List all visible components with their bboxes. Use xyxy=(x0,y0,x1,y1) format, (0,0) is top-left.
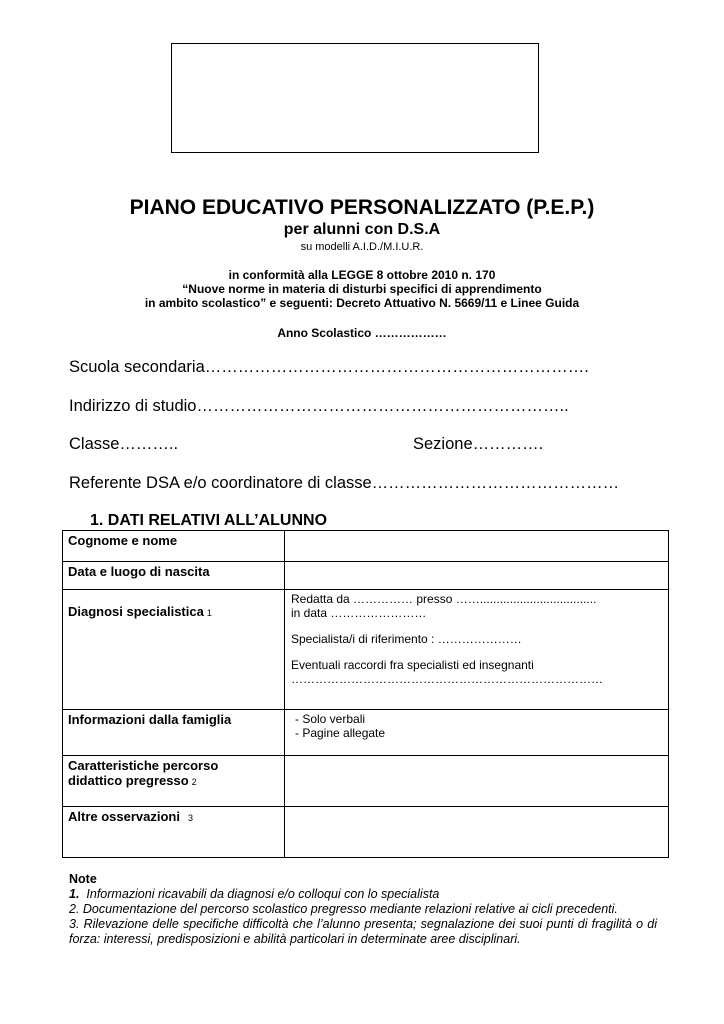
row-value-famiglia xyxy=(285,710,669,756)
table-row xyxy=(63,531,669,562)
percorso-label-line-1: Caratteristiche percorso xyxy=(68,758,219,773)
table-row xyxy=(63,710,669,756)
note-1-number: 1. xyxy=(69,887,80,901)
legal-reference-line-2: “Nuove norme in materia di disturbi specifici di apprendimento xyxy=(182,282,542,296)
field-classe: Classe……….. xyxy=(69,435,179,453)
row-label-famiglia: Informazioni dalla famiglia xyxy=(63,710,285,756)
section-title-dati-alunno: 1. DATI RELATIVI ALL’ALUNNO xyxy=(90,512,328,529)
table-row xyxy=(63,756,669,807)
document-subtitle: per alunni con D.S.A xyxy=(283,221,441,238)
famiglia-option-allegate: - Pagine allegate xyxy=(295,726,386,740)
diagnosi-raccordi-dots: …………………………………………………………………… xyxy=(291,672,603,686)
row-value-data-nascita[interactable] xyxy=(285,562,669,590)
row-value-osservazioni[interactable] xyxy=(285,807,669,858)
logo-placeholder-box xyxy=(171,43,539,153)
diagnosi-raccordi: Eventuali raccordi fra specialisti ed insegnanti xyxy=(291,658,534,672)
legal-reference-line-1: in conformità alla LEGGE 8 ottobre 2010 n. 170 xyxy=(228,268,496,282)
table-row xyxy=(63,807,669,858)
row-label-data-nascita: Data e luogo di nascita xyxy=(63,562,285,590)
notes-title: Note xyxy=(69,872,97,886)
row-label-osservazioni xyxy=(63,807,285,858)
famiglia-option-verbali: - Solo verbali xyxy=(295,712,366,726)
footnote-ref-3: 3 xyxy=(188,813,194,823)
note-1 xyxy=(69,887,657,902)
diagnosi-specialista: Specialista/i di riferimento : ………………… xyxy=(291,632,522,646)
row-label-percorso xyxy=(63,756,285,807)
field-scuola: Scuola secondaria……………………………………………………………. xyxy=(69,358,589,376)
row-value-percorso[interactable] xyxy=(285,756,669,807)
field-referente: Referente DSA e/o coordinatore di classe……………………………………… xyxy=(69,474,620,492)
student-data-table xyxy=(62,530,669,858)
footnote-ref-2: 2 xyxy=(191,777,197,787)
osservazioni-label: Altre osservazioni xyxy=(68,809,180,824)
row-label-cognome: Cognome e nome xyxy=(63,531,285,562)
field-indirizzo: Indirizzo di studio………………………………………………………….. xyxy=(69,397,569,415)
note-2: 2. Documentazione del percorso scolastico pregresso mediante relazioni relative ai cicli precedenti. xyxy=(69,902,618,916)
diagnosi-label: Diagnosi specialistica xyxy=(68,604,204,619)
percorso-label-line-2: didattico pregresso xyxy=(68,773,189,788)
note-1-text: Informazioni ricavabili da diagnosi e/o colloqui con lo specialista xyxy=(86,887,440,901)
document-title: PIANO EDUCATIVO PERSONALIZZATO (P.E.P.) xyxy=(129,196,595,219)
field-sezione: Sezione…………. xyxy=(413,435,544,453)
legal-reference-line-3: in ambito scolastico” e seguenti: Decreto Attuativo N. 5669/11 e Linee Guida xyxy=(144,296,580,310)
diagnosi-data: in data …………………… xyxy=(291,606,427,620)
school-year: Anno Scolastico ……………… xyxy=(277,326,447,340)
notes-section xyxy=(69,872,657,947)
models-reference: su modelli A.I.D./M.I.U.R. xyxy=(300,241,424,253)
row-value-cognome[interactable] xyxy=(285,531,669,562)
table-row xyxy=(63,590,669,710)
row-value-diagnosi xyxy=(285,590,669,710)
row-label-diagnosi xyxy=(63,590,285,710)
footnote-ref-1: 1 xyxy=(206,608,212,618)
diagnosi-redatta: Redatta da …………… presso ……................................... xyxy=(291,592,597,606)
note-3: 3. Rilevazione delle specifiche difficoltà che l’alunno presenta; segnalazione dei suoi punti di fragilità o di forza: interessi, predisposizioni e abilità particolari in determinate aree disciplinari. xyxy=(69,917,657,946)
table-row xyxy=(63,562,669,590)
